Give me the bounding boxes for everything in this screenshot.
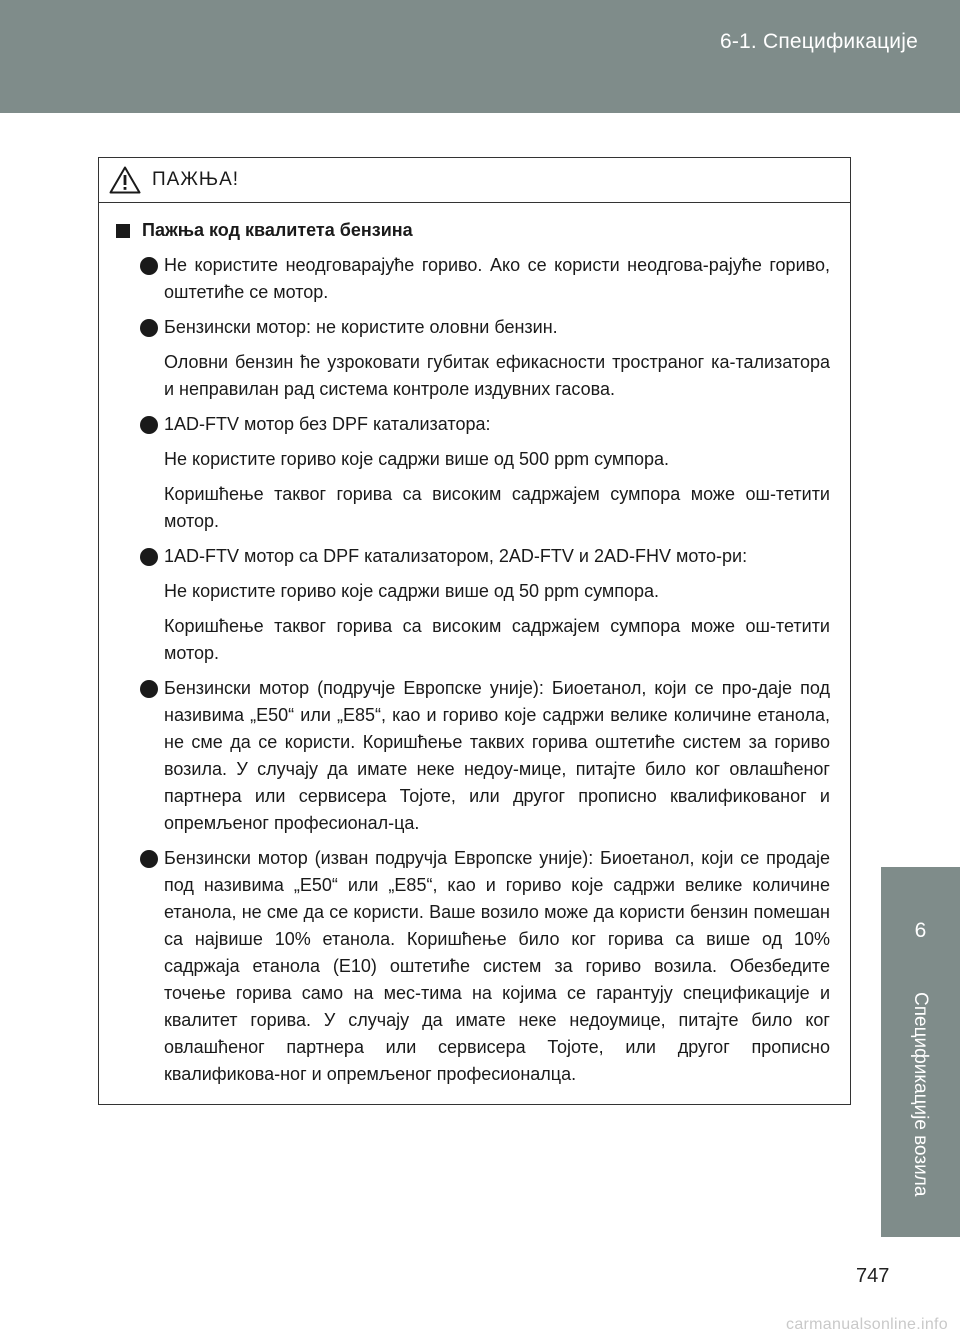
caution-heading bbox=[116, 220, 830, 241]
bullet-paragraph: Коришћење таквог горива са високим садржајем сумпора може ош-тетити мотор. bbox=[164, 484, 830, 531]
bullet-item bbox=[116, 675, 830, 837]
bullet-list bbox=[116, 252, 830, 1088]
bullet-content bbox=[164, 252, 830, 306]
bullet-paragraph: Не користите гориво које садржи више од 500 ppm сумпора. bbox=[164, 449, 670, 469]
caution-title: ПАЖЊА! bbox=[152, 169, 240, 190]
round-bullet-icon bbox=[140, 548, 158, 566]
round-bullet-icon bbox=[140, 257, 158, 275]
bullet-paragraph: Оловни бензин ће узроковати губитак ефикасности тространог ка-тализатора и неправилан рад система контроле издувних гасова. bbox=[164, 352, 830, 399]
bullet-item bbox=[116, 314, 830, 403]
bullet-paragraph: Бензински мотор (подручје Европске уније): Биоетанол, који се про-даје под називима „E50“ или „E85“, као и гориво које садржи велике количине етанола, не сме да се користи. Коришћење таквих горива оштетиће систем за гориво возила. У случају да имате неке недоу-мице, питајте било ког овлашћеног партнера или сервисера Тојоте, или другог прописно квалификованог и опремљеног професионал-ца. bbox=[164, 678, 830, 833]
caution-box bbox=[98, 157, 851, 1105]
bullet-item bbox=[116, 845, 830, 1088]
chapter-label: Спецификације возила bbox=[910, 992, 931, 1197]
square-bullet-icon bbox=[116, 224, 130, 238]
bullet-paragraph: Бензински мотор (изван подручја Европске уније): Биоетанол, који се продаје под називима „E50“ или „E85“, као и гориво које садржи велике количине етанола, не сме да се користи. Ваше возило може да користи бензин помешан са највише 10% етанола. Коришћење било ког горива са више од 10% садржаја етанола (E10) оштетиће систем за гориво возила. Обезбедите точење горива само на мес-тима на којима се гарантују спецификације и квалитет горива. У случају да имате неке недоумице, питајте било ког овлашћеног партнера или сервисера Тојоте, или другог прописно квалификова-ног и опремљеног професионалца. bbox=[164, 848, 830, 1084]
bullet-content bbox=[164, 845, 830, 1088]
bullet-paragraph: Коришћење таквог горива са високим садржајем сумпора може ош-тетити мотор. bbox=[164, 616, 830, 663]
caution-body bbox=[99, 203, 850, 1088]
bullet-content bbox=[164, 411, 830, 535]
bullet-content bbox=[164, 314, 830, 403]
warning-triangle-icon bbox=[109, 166, 141, 194]
bullet-paragraph: Бензински мотор: не користите оловни бензин. bbox=[164, 317, 558, 337]
chapter-tab[interactable] bbox=[881, 867, 960, 1237]
bullet-paragraph: Не користите неодговарајуће гориво. Ако се користи неодгова-рајуће гориво, оштетиће се мотор. bbox=[164, 255, 830, 302]
bullet-item bbox=[116, 252, 830, 306]
page-number: 747 bbox=[856, 1265, 890, 1287]
bullet-paragraph: 1AD-FTV мотор без DPF катализатора: bbox=[164, 414, 491, 434]
bullet-item bbox=[116, 543, 830, 667]
round-bullet-icon bbox=[140, 416, 158, 434]
caution-heading-text: Пажња код квалитета бензина bbox=[142, 220, 413, 240]
caution-header bbox=[99, 158, 850, 203]
bullet-content bbox=[164, 675, 830, 837]
round-bullet-icon bbox=[140, 850, 158, 868]
header-band bbox=[0, 0, 960, 113]
round-bullet-icon bbox=[140, 319, 158, 337]
bullet-paragraph: 1AD-FTV мотор са DPF катализатором, 2AD-FTV и 2AD-FHV мото-ри: bbox=[164, 546, 748, 566]
bullet-item bbox=[116, 411, 830, 535]
bullet-content bbox=[164, 543, 830, 667]
bullet-paragraph: Не користите гориво које садржи више од 50 ppm сумпора. bbox=[164, 581, 660, 601]
section-title: 6-1. Спецификације bbox=[719, 30, 918, 53]
chapter-number: 6 bbox=[914, 919, 927, 942]
watermark: carmanualsonline.info bbox=[786, 1316, 948, 1333]
round-bullet-icon bbox=[140, 680, 158, 698]
